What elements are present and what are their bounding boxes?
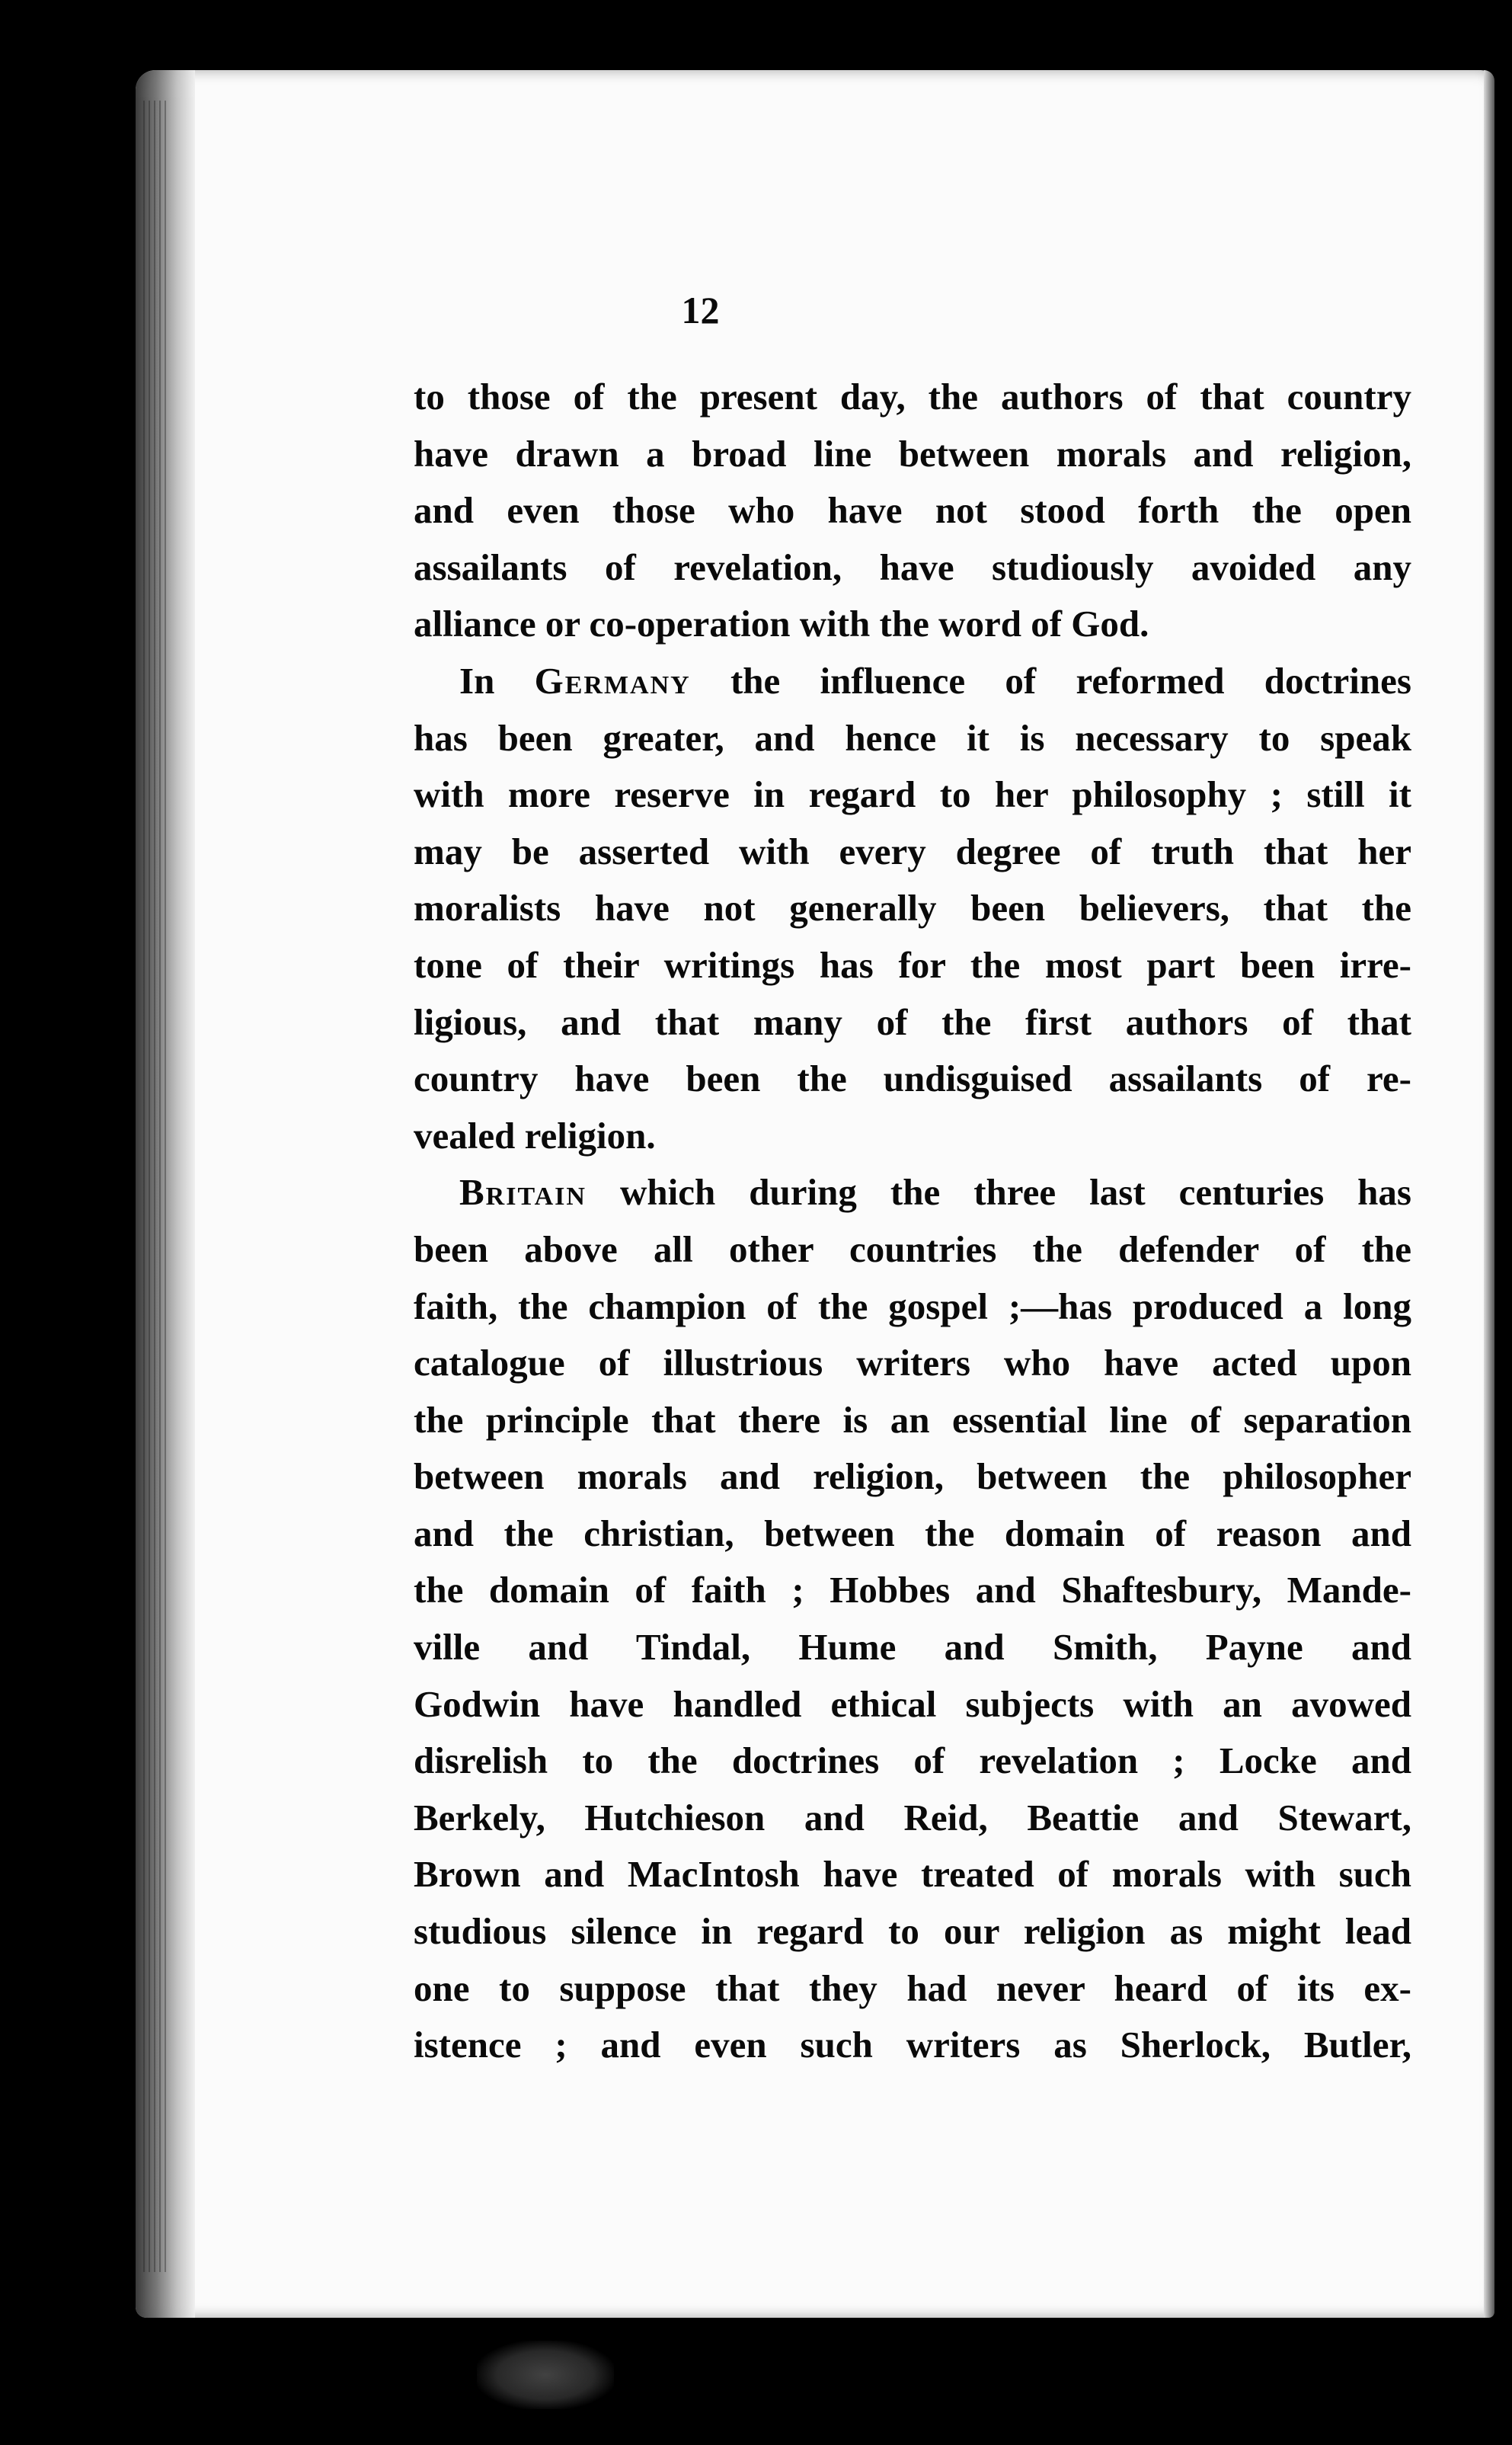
text-line: ville and Tindal, Hume and Smith, Payne and — [414, 1626, 1411, 1669]
text-line: faith, the champion of the gospel ;—has produced a long — [414, 1285, 1411, 1327]
text-line: tone of their writings has for the most part been irre- — [414, 943, 1411, 986]
text-line: and even those who have not stood forth the open — [414, 489, 1411, 532]
text-line: vealed religion. — [414, 1114, 656, 1157]
text-line: to those of the present day, the authors of that country — [414, 376, 1411, 418]
page-number: 12 — [681, 289, 720, 331]
paragraph-start-line: Britain which during the three last centuries has — [459, 1171, 1411, 1214]
text-line: disrelish to the doctrines of revelation ; Locke and — [414, 1739, 1411, 1782]
text-line: Brown and MacIntosh have treated of morals with such — [414, 1853, 1411, 1896]
text-line: studious silence in regard to our religion as might lead — [414, 1910, 1411, 1953]
text-line: one to suppose that they had never heard of its ex- — [414, 1967, 1411, 2009]
text-line: ligious, and that many of the first authors of that — [414, 1000, 1411, 1043]
gutter-texture — [143, 101, 166, 2272]
text-line: may be asserted with every degree of truth that her — [414, 830, 1411, 872]
ink-smudge — [477, 2341, 614, 2409]
text-line: have drawn a broad line between morals and religion, — [414, 432, 1411, 475]
text-line: been above all other countries the defender of the — [414, 1227, 1411, 1270]
text-line: the principle that there is an essential line of separation — [414, 1398, 1411, 1441]
small-caps-word: Germany — [534, 659, 691, 702]
binding-gutter — [136, 70, 195, 2318]
text-line: catalogue of illustrious writers who have acted upon — [414, 1342, 1411, 1384]
paragraph-start-line: In Germany the influence of reformed doctrines — [459, 659, 1411, 702]
text-line: between morals and religion, between the philosopher — [414, 1455, 1411, 1498]
body-text — [414, 369, 1411, 2074]
text-line: the domain of faith ; Hobbes and Shaftesbury, Mande- — [414, 1569, 1411, 1611]
text-line: moralists have not generally been believers, that the — [414, 887, 1411, 930]
text-line: has been greater, and hence it is necessary to speak — [414, 716, 1411, 759]
text-line: Berkely, Hutchieson and Reid, Beattie and Stewart, — [414, 1796, 1411, 1839]
text-line: istence ; and even such writers as Sherlock, Butler, — [414, 2024, 1411, 2066]
text-line: country have been the undisguised assailants of re- — [414, 1058, 1411, 1100]
text-line: Godwin have handled ethical subjects with an avowed — [414, 1682, 1411, 1725]
small-caps-word: Britain — [459, 1171, 587, 1214]
text-line: assailants of revelation, have studiously avoided any — [414, 546, 1411, 588]
text-line: alliance or co-operation with the word of God. — [414, 603, 1149, 645]
text-line: and the christian, between the domain of reason and — [414, 1512, 1411, 1554]
text-line: with more reserve in regard to her philosophy ; still it — [414, 773, 1411, 816]
page-edge — [1484, 70, 1494, 2318]
